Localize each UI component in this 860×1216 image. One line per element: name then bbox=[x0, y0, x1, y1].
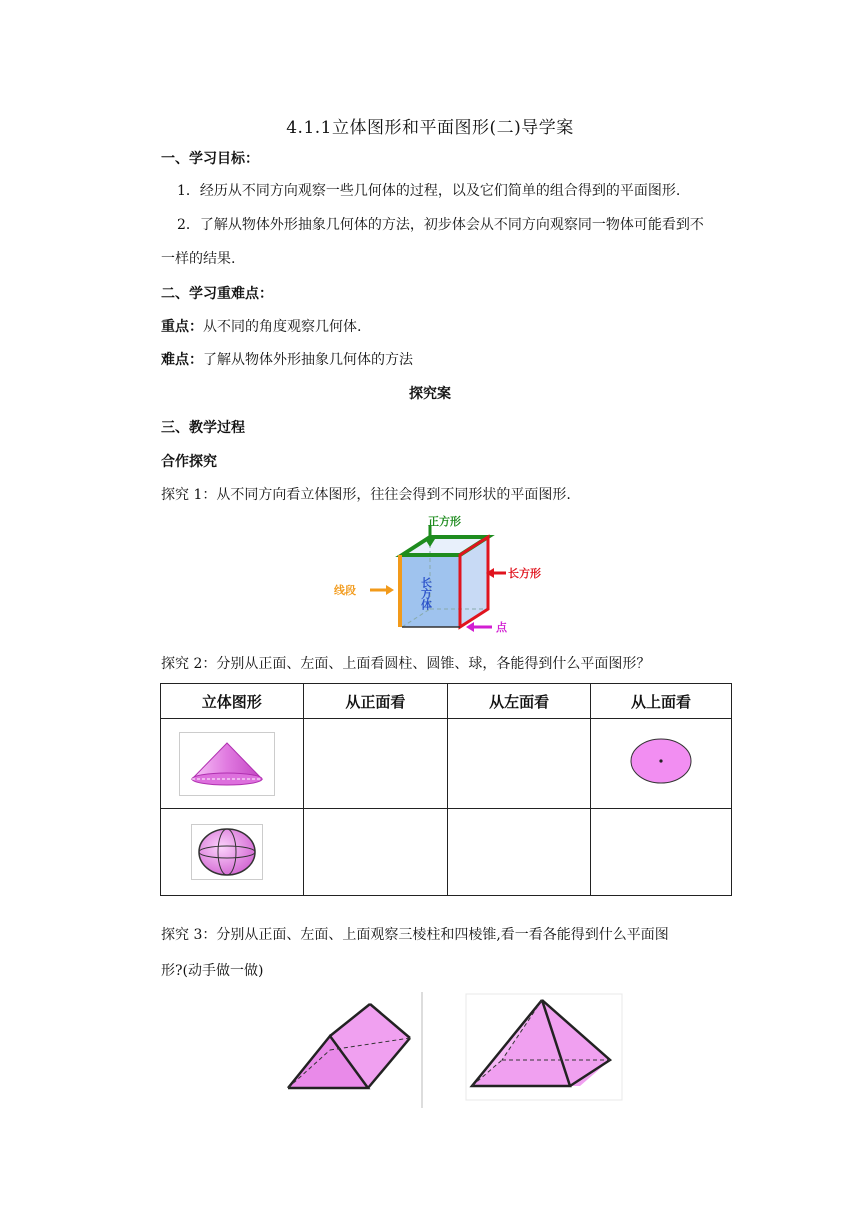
table-header: 立体图形 bbox=[161, 684, 304, 719]
table-cell-empty bbox=[591, 809, 732, 896]
cuboid-illustration bbox=[330, 515, 550, 635]
table-cell-empty bbox=[448, 719, 591, 809]
explore-3-line-2: 形?(动手做一做) bbox=[161, 963, 264, 979]
label-rectangle: 长方形 bbox=[508, 567, 541, 580]
label-square: 正方形 bbox=[428, 515, 461, 528]
key-point-label: 重点： bbox=[161, 319, 203, 335]
table-cell-cone bbox=[161, 719, 304, 809]
table-header: 从左面看 bbox=[448, 684, 591, 719]
label-point-text: 点 bbox=[496, 621, 507, 634]
section-heading-process: 三、教学过程 bbox=[161, 420, 245, 436]
prism-pyramid-illustration bbox=[280, 990, 630, 1110]
label-segment: 线段 bbox=[334, 584, 356, 597]
explore-2-text: 探究 2：分别从正面、左面、上面看圆柱、圆锥、球，各能得到什么平面图形？ bbox=[161, 656, 651, 672]
table-header-row bbox=[161, 684, 732, 719]
difficulty-row bbox=[161, 349, 413, 369]
objective-2-line-2: 一样的结果. bbox=[161, 251, 236, 267]
sphere-image bbox=[191, 824, 263, 880]
label-cuboid: 长方体 bbox=[419, 577, 433, 610]
table-row bbox=[161, 719, 732, 809]
table-row bbox=[161, 809, 732, 896]
cone-image bbox=[179, 732, 275, 796]
explore-3-line-1: 探究 3：分别从正面、左面、上面观察三棱柱和四棱锥,看一看各能得到什么平面图 bbox=[161, 927, 669, 943]
page-title: 4.1.1立体图形和平面图形(二)导学案 bbox=[286, 118, 574, 138]
section-heading-key-points: 二、学习重难点： bbox=[161, 286, 273, 302]
section-heading-objectives: 一、学习目标： bbox=[161, 151, 259, 167]
coop-heading: 合作探究 bbox=[161, 454, 217, 470]
explore-1-text: 探究 1：从不同方向看立体图形，往往会得到不同形状的平面图形. bbox=[161, 487, 571, 503]
table-header: 从正面看 bbox=[303, 684, 448, 719]
difficulty-label: 难点： bbox=[161, 352, 203, 368]
table-cell-empty bbox=[303, 809, 448, 896]
table-cell-empty bbox=[448, 809, 591, 896]
table-cell-top-view bbox=[591, 719, 732, 809]
table-cell-empty bbox=[303, 719, 448, 809]
key-point-text: 从不同的角度观察几何体. bbox=[203, 319, 362, 335]
objective-1: 1．经历从不同方向观察一些几何体的过程，以及它们简单的组合得到的平面图形. bbox=[177, 183, 681, 199]
difficulty-text: 了解从物体外形抽象几何体的方法 bbox=[203, 352, 413, 368]
sphere-body bbox=[199, 829, 255, 875]
left-arrow-head bbox=[386, 585, 394, 595]
label-point bbox=[496, 620, 508, 634]
circle-top-view bbox=[591, 719, 731, 804]
key-point-row bbox=[161, 316, 361, 336]
table-header: 从上面看 bbox=[591, 684, 732, 719]
objective-2-line-1: 2．了解从物体外形抽象几何体的方法，初步体会从不同方向观察同一物体可能看到不 bbox=[177, 217, 704, 233]
circle-center-dot bbox=[659, 759, 662, 762]
explore-heading: 探究案 bbox=[409, 386, 451, 402]
observation-table bbox=[160, 683, 732, 896]
table-cell-sphere bbox=[161, 809, 304, 896]
